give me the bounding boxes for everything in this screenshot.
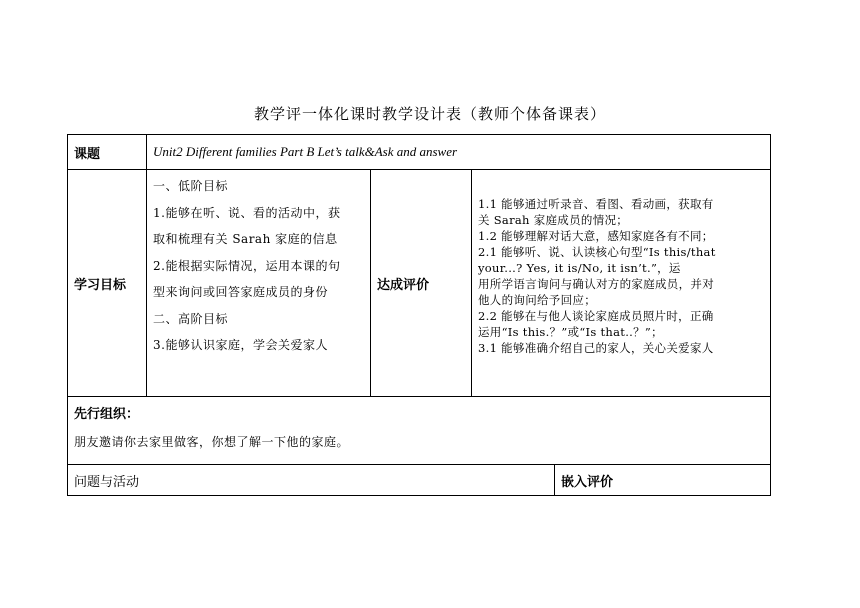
activities-label: 问题与活动	[68, 465, 555, 496]
eval-line: 3.1 能够准确介绍自己的家人，关心关爱家人	[478, 341, 714, 355]
advance-organizer-cell	[68, 397, 771, 465]
lesson-design-table	[67, 134, 771, 496]
eval-line: 2.2 能够在与他人谈论家庭成员照片时，正确	[478, 309, 714, 323]
eval-line: 运用“Is this.？”或“Is that..？”；	[478, 325, 663, 339]
goal-line: 3.能够认识家庭，学会关爱家人	[153, 338, 328, 352]
goal-line: 二、高阶目标	[153, 311, 229, 326]
advance-organizer-text: 朋友邀请你去家里做客，你想了解一下他的家庭。	[74, 435, 350, 449]
eval-line: 他人的询问给予回应；	[478, 293, 596, 307]
topic-value: Unit2 Different families Part B Let’s talk&Ask and answer	[147, 135, 771, 170]
advance-organizer-row	[68, 397, 771, 465]
goal-line: 取和梳理有关 Sarah 家庭的信息	[153, 232, 338, 246]
eval-line: 用所学语言询问与确认对方的家庭成员，并对	[478, 277, 714, 291]
eval-line: 2.1 能够听、说、认读核心句型“Is this/that	[478, 245, 716, 259]
goal-line: 一、低阶目标	[153, 179, 229, 193]
goal-line: 1.能够在听、说、看的活动中，获	[153, 205, 341, 220]
embedded-eval-label: 嵌入评价	[555, 465, 771, 496]
activities-header-row	[68, 465, 771, 496]
page-title: 教学评一体化课时教学设计表（教师个体备课表）	[253, 105, 606, 123]
eval-label: 达成评价	[371, 170, 472, 397]
goals-label: 学习目标	[68, 170, 147, 397]
eval-line: your...? Yes, it is/No, it isn’t.”，运	[478, 261, 681, 275]
goal-line: 型来询问或回答家庭成员的身份	[153, 285, 329, 299]
eval-cell	[472, 170, 771, 397]
advance-organizer-label: 先行组织：	[74, 407, 140, 422]
eval-line: 1.2 能够理解对话大意，感知家庭各有不同；	[478, 229, 714, 243]
goals-row	[68, 170, 771, 397]
eval-line: 1.1 能够通过听录音、看图、看动画，获取有	[478, 197, 714, 211]
topic-label: 课题	[68, 135, 147, 170]
topic-row	[68, 135, 771, 170]
goals-cell	[147, 170, 371, 397]
eval-line: 关 Sarah 家庭成员的情况；	[478, 213, 629, 227]
goal-line: 2.能根据实际情况，运用本课的句	[153, 258, 341, 273]
